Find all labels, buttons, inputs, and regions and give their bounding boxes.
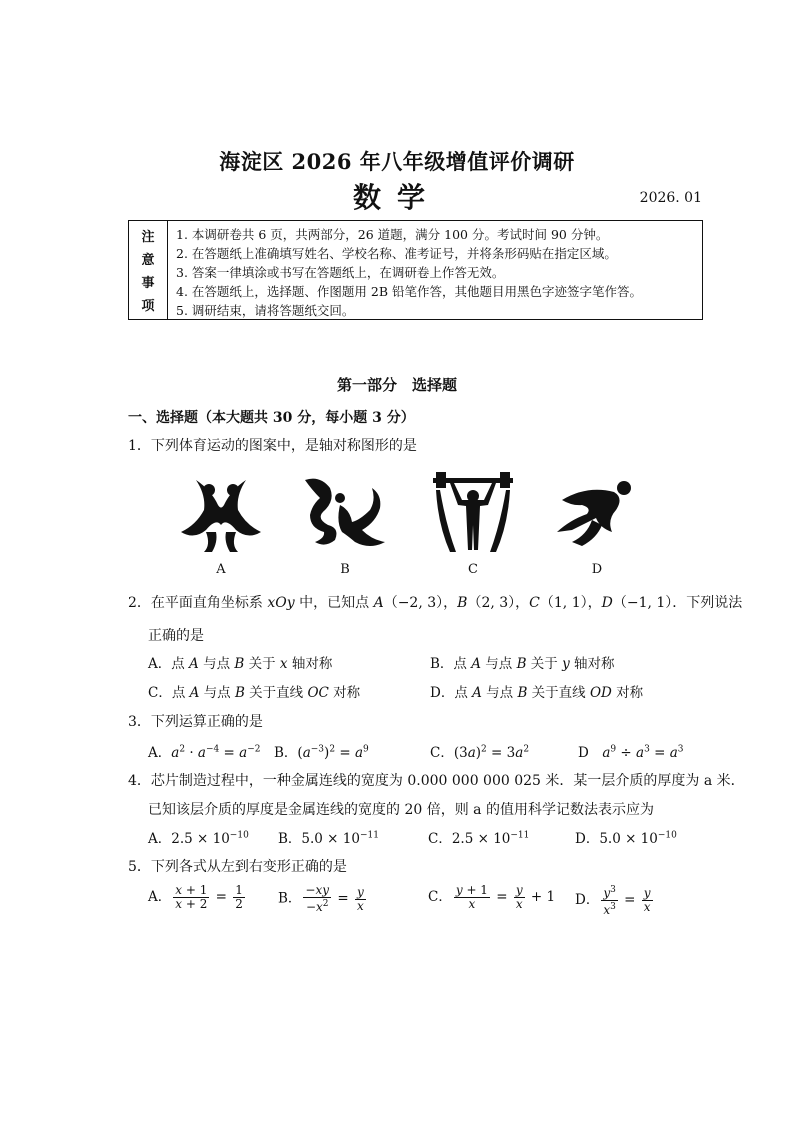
q1-label: C [468, 562, 478, 577]
q2-stem-line2: 正确的是 [148, 628, 204, 644]
subject-title: 数学 [352, 181, 441, 214]
wrestling-icon [176, 470, 266, 555]
exam-date: 2026. 01 [639, 190, 702, 206]
sprinter-icon [552, 470, 642, 555]
q5-stem: 5．下列各式从左到右变形正确的是 [128, 859, 347, 875]
notice-item: 4. 在答题纸上，选择题、作图题用 2B 铅笔作答，其他题目用黑色字迹签字笔作答。 [176, 284, 642, 299]
notice-item: 2. 在答题纸上准确填写姓名、学校名称、准考证号，并将条形码贴在指定区域。 [176, 246, 617, 261]
part-heading: 一、选择题（本大题共 30 分，每小题 3 分） [128, 410, 415, 426]
q3-option-d: D $a^9 \div a^3 = a^3$ [578, 744, 684, 761]
q5-option-b: B． $\frac{-xy}{-x^2}$ = $\frac{y}{x}$ [278, 883, 364, 914]
notice-item: 1. 本调研卷共 6 页，共两部分，26 道题，满分 100 分。考试时间 90 分钟。 [176, 227, 609, 242]
notice-box [128, 220, 703, 320]
q2-option-b: B．点 A 与点 B 关于 y 轴对称 [430, 656, 615, 672]
q2-option-c: C．点 A 与点 B 关于直线 OC 对称 [148, 685, 361, 701]
q3-option-c: C．$(3a)^2 = 3a^2$ [430, 744, 530, 761]
q1-stem: 1．下列体育运动的图案中，是轴对称图形的是 [128, 438, 417, 454]
notice-label [129, 221, 168, 319]
martial-arts-icon [300, 470, 390, 555]
q3-option-b: B．$(a^{-3})^2 = a^9$ [274, 744, 369, 761]
notice-label-char: 事 [141, 276, 155, 291]
q2-option-a: A．点 A 与点 B 关于 x 轴对称 [148, 656, 333, 672]
q4-stem-line1: 4．芯片制造过程中，一种金属连线的宽度为 0.000 000 000 025 米．某一层介质的厚度为 a 米． [128, 773, 745, 789]
q4-stem-line2: 已知该层介质的厚度是金属连线的宽度的 20 倍，则 a 的值用科学记数法表示应为 [148, 802, 654, 818]
q4-option-c: C．$2.5 \times 10^{-11}$ [428, 830, 530, 847]
q5-option-c: C． $\frac{y + 1}{x}$ = $\frac{y}{x}$ + 1 [428, 883, 556, 911]
q3-stem: 3．下列运算正确的是 [128, 714, 263, 730]
notice-item: 5. 调研结束，请将答题纸交回。 [176, 303, 355, 318]
q5-option-d: D． $\frac{y^3}{x^3}$ = $\frac{y}{x}$ [575, 885, 651, 917]
q1-label: D [591, 562, 603, 577]
notice-label-char: 项 [141, 299, 155, 314]
q3-option-a: A．$a^2 \cdot a^{-4} = a^{-2}$ [148, 744, 261, 761]
notice-label-char: 注 [141, 230, 155, 245]
q4-option-d: D．$5.0 \times 10^{-10}$ [575, 830, 677, 847]
q1-label: A [216, 562, 226, 577]
q2-stem: 2．在平面直角坐标系 xOy 中，已知点 A（−2, 3），B（2, 3），C（1, 1），D（−1, 1）．下列说法 [128, 595, 743, 611]
q4-option-a: A．$2.5 \times 10^{-10}$ [148, 830, 249, 847]
q1-label: B [340, 562, 350, 577]
notice-label-char: 意 [141, 253, 155, 268]
q5-option-a: A． $\frac{x + 1}{x + 2}$ = $\frac{1}{2}$ [148, 883, 243, 911]
q2-option-d: D．点 A 与点 B 关于直线 OD 对称 [430, 685, 644, 701]
q4-option-b: B．$5.0 \times 10^{-11}$ [278, 830, 379, 847]
notice-items [168, 221, 702, 319]
exam-title: 海淀区 2026 年八年级增值评价调研 [219, 149, 575, 174]
weightlifting-icon [428, 470, 518, 555]
notice-item: 3. 答案一律填涂或书写在答题纸上，在调研卷上作答无效。 [176, 265, 505, 280]
section-title: 第一部分 选择题 [336, 376, 457, 394]
